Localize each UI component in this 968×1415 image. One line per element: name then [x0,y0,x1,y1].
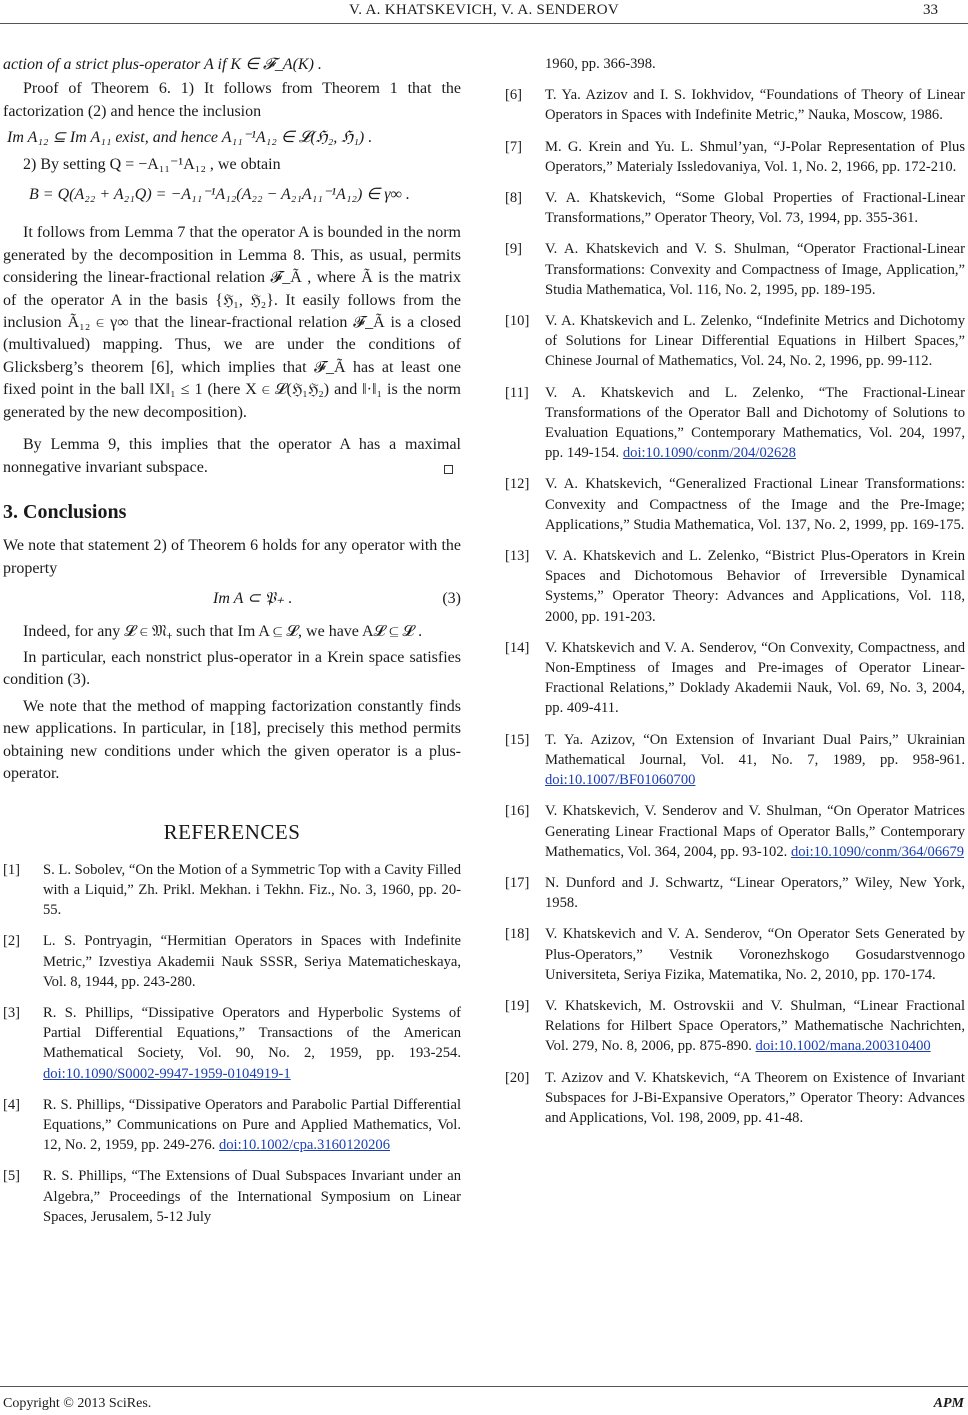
reference-item [3,1166,461,1227]
paragraph-theorem-end: action of a strict plus-operator A if K ∈ 𝓕_A(K) . [3,56,322,73]
reference-number: [16] [505,803,530,820]
reference-number: [12] [505,476,530,493]
reference-text: 1960, pp. 366-398. [545,56,656,72]
reference-number: [14] [505,639,530,656]
reference-text: S. L. Sobolev, “On the Motion of a Symmetric Top with a Cavity Filled with a Liquid,” Zh. Prikl. Mekhan. i Tekhn. Fiz., No. 3, 1960, pp. 20-55. [43,861,461,919]
running-title: V. A. KHATSKEVICH, V. A. SENDEROV [349,2,619,18]
reference-text: V. A. Khatskevich and L. Zelenko, “The Fractional-Linear Transformations of the Operator Ball and Dichotomy of Solutions to Evaluation Equations,” Contemporary Mathematics, Vol. 204, 1997, pp. 149-154. [545,384,965,462]
reference-text: T. Azizov and V. Khatskevich, “A Theorem on Existence of Invariant Subspaces for J-Bi-Expansive Operators,” Operator Theory: Advances and Applications, Vol. 198, 2009, pp. 41-48. [545,1069,965,1126]
reference-text: T. Ya. Azizov and I. S. Iokhvidov, “Foundations of Theory of Linear Operators in Spaces with Indefinite Metric,” Nauka, Moscow, 1986. [545,87,965,124]
reference-item [3,931,461,992]
reference-number: [9] [505,241,523,258]
reference-number: [19] [505,997,530,1014]
reference-text: R. S. Phillips, “Dissipative Operators and Parabolic Partial Differential Equations,” Communications on Pure and Applied Mathematics, Vol. 12, No. 2, 1959, pp. 249-276. [43,1096,461,1154]
reference-number: [1] [3,861,21,878]
equation-3 [3,588,461,610]
equation-number: (3) [442,590,461,608]
page-footer [0,1386,968,1415]
reference-item [505,996,965,1057]
reference-item [505,730,965,791]
qed-square-icon [444,465,453,474]
paragraph-method: We note that the method of mapping factorization constantly finds new applications. In particular, in [18], precisely this method permits obtaining new conditions under which the given operator is a plus-operator. [3,697,461,782]
reference-item [505,638,965,719]
doi-link[interactable]: doi:10.1002/cpa.3160120206 [218,1137,391,1154]
reference-text: L. S. Pontryagin, “Hermitian Operators in Spaces with Indefinite Metric,” Izvestiya Akademii Nauk SSSR, Seriya Matematicheskaya, Vol. 8, 1944, pp. 243-280. [43,933,461,990]
reference-number: [7] [505,138,523,155]
reference-text: V. A. Khatskevich and L. Zelenko, “Bistrict Plus-Operators in Krein Spaces and Dichotomous Behavior of Irreversible Dynamical Systems,” Operator Theory: Advances and Applications, Vol. 118, 2000, pp. 191-203. [545,548,965,625]
doi-link[interactable]: doi:10.1007/BF01060700 [545,772,696,789]
paragraph-proof: Proof of Theorem 6. 1) It follows from Theorem 1 that the factorization (2) and hence the inclusion [3,80,461,120]
references-heading: REFERENCES [163,820,301,845]
doi-link[interactable]: doi:10.1090/conm/364/06679 [790,843,965,860]
reference-item [505,239,965,300]
paragraph-lemma9-text: By Lemma 9, this implies that the operator A has a maximal nonnegative invariant subspace. [3,436,461,476]
paragraph-indeed: Indeed, for any 𝓛 ∈ 𝔐₊ such that Im A ⊆ 𝓛, we have A𝓛 ⊆ 𝓛 . [23,622,423,640]
reference-number: [8] [505,190,523,207]
reference-item [505,54,965,74]
reference-number: [3] [3,1005,21,1021]
right-column [505,54,965,1139]
reference-item [505,546,965,627]
reference-item [505,1068,965,1129]
left-column [3,54,461,1238]
paragraph-lemma7: It follows from Lemma 7 that the operator A is bounded in the norm generated by the decomposition in Lemma 8. This, as usual, permits considering the linear-fractional relation 𝓕_Ã , where Ã is the matrix of the operator A in the basis {ℌ̃₁, ℌ̃₂}. It easily follows from the inclusion Ã₁₂ ∈ γ∞ that the linear-fractional relation 𝓕_Ã is a closed (multivalued) mapping. Thus, we are under the conditions of Glicksberg’s theorem [6], which implies that 𝓕_Ã has at least one fixed point in the ball ‖X‖₁ ≤ 1 (here X ∈ 𝓛(ℌ̃₁ℌ̃₂) and ‖·‖₁ is the norm generated by the new decomposition). [3,224,461,421]
paragraph-statement: We note that statement 2) of Theorem 6 holds for any operator with the property [3,537,461,577]
reference-item [505,85,965,125]
reference-text: N. Dunford and J. Schwartz, “Linear Operators,” Wiley, New York, 1958. [545,874,965,912]
reference-item [3,860,461,921]
paragraph-setting: 2) By setting Q = −A₁₁⁻¹A₁₂ , we obtain [23,155,281,173]
reference-text: V. Khatskevich and V. A. Senderov, “On Convexity, Compactness, and Non-Emptiness of Images and Pre-images of Operator Linear-Fractional Relations,” Doklady Akademii Nauk, Vol. 69, No. 3, 2004, pp. 409-411. [545,639,965,717]
footer-rule [0,1386,968,1387]
reference-item [505,137,965,177]
reference-item [505,311,965,372]
reference-number: [20] [505,1069,530,1086]
reference-text: V. A. Khatskevich, “Generalized Fractional Linear Transformations: Convexity and Compactness of the Image and the Pre-Image; Applications,” Studia Mathematica, Vol. 137, No. 2, 1999, pp. 169-175. [545,476,965,533]
reference-number: [4] [3,1096,21,1113]
paragraph-particular: In particular, each nonstrict plus-operator in a Krein space satisfies condition (3). [3,648,461,689]
reference-text: V. Khatskevich, V. Senderov and V. Shulman, “On Operator Matrices Generating Linear Fractional Maps of Operator Balls,” Contemporary Mathematics, Vol. 364, 2004, pp. 93-102. [545,803,965,860]
copyright-notice: Copyright © 2013 SciRes. [3,1396,152,1411]
reference-item [505,383,965,464]
reference-text: M. G. Krein and Yu. L. Shmul’yan, “J-Polar Representation of Plus Operators,” Materialy Issledovaniya, Vol. 1, No. 2, 1966, pp. 172-210. [545,138,965,175]
reference-number: [13] [505,548,530,565]
equation-b: B = Q(A₂₂ + A₂₁Q) = −A₁₁⁻¹A₁₂(A₂₂ − A₂₁A₁₁⁻¹A₁₂) ∈ γ∞ . [29,186,410,204]
header-rule [0,23,968,24]
references-list-right [505,54,965,1128]
reference-number: [10] [505,313,530,330]
reference-text: V. A. Khatskevich and L. Zelenko, “Indefinite Metrics and Dichotomy of Solutions for Linear Differential Equations in Hilbert Spaces,” Chinese Journal of Mathematics, Vol. 24, No. 2, 1996, pp. 99-112. [545,313,965,370]
reference-item [505,801,965,862]
doi-link[interactable]: doi:10.1090/S0002-9947-1959-0104919-1 [43,1065,291,1082]
journal-abbreviation: APM [933,1396,964,1411]
reference-item [505,924,965,985]
reference-text: V. Khatskevich and V. A. Senderov, “On Operator Sets Generated by Plus-Operators,” Vestnik Voronezhskogo Gosudarstvennogo Universiteta, Seriya Fizika, Matematika, No. 2, 2010, pp. 170-174. [545,926,965,983]
reference-number: [2] [3,933,21,950]
reference-text: V. Khatskevich, M. Ostrovskii and V. Shulman, “Linear Fractional Relations for Hilbert Space Operators,” Mathematische Nachrichten, Vol. 279, No. 8, 2006, pp. 875-890. [545,997,965,1055]
reference-number: [17] [505,874,530,891]
reference-text: R. S. Phillips, “Dissipative Operators and Hyperbolic Systems of Partial Differential Equations,” Transactions of the American Mathematical Society, Vol. 90, No. 2, 1959, pp. 193-254. [43,1005,461,1062]
reference-item [505,474,965,535]
reference-number: [18] [505,926,530,943]
reference-text: R. S. Phillips, “The Extensions of Dual Subspaces Invariant under an Algebra,” Proceedings of the International Symposium on Linear Spaces, Jerusalem, 5-12 July [43,1168,461,1225]
reference-text: T. Ya. Azizov, “On Extension of Invariant Dual Pairs,” Ukrainian Mathematical Journal, Vol. 41, No. 7, 1989, pp. 958-961. [545,731,965,768]
paragraph-lemma9 [3,434,461,479]
reference-item [505,188,965,228]
doi-link[interactable]: doi:10.1090/conm/204/02628 [622,445,796,462]
reference-number: [15] [505,731,530,748]
reference-text: V. A. Khatskevich and V. S. Shulman, “Operator Fractional-Linear Transformations: Convexity and Compactness of Image, Application,” Studia Mathematica, Vol. 116, No. 2, 1995, pp. 189-195. [545,241,965,298]
reference-number: [11] [505,384,529,401]
reference-text: V. A. Khatskevich, “Some Global Properties of Fractional-Linear Transformations,” Operator Theory, Vol. 73, 1994, pp. 355-361. [545,190,965,227]
reference-item [505,873,965,913]
section-heading-conclusions: 3. Conclusions [3,500,127,523]
reference-item [3,1095,461,1156]
equation-3-body: Im A ⊂ 𝔓₊ . [213,590,293,608]
page-header [0,0,968,34]
paragraph-proof-math: Im A₁₂ ⊆ Im A₁₁ exist, and hence A₁₁⁻¹A₁₂ ∈ 𝓛(ℌ₂, ℌ₁) . [7,129,373,147]
doi-link[interactable]: doi:10.1002/mana.200310400 [755,1038,931,1055]
page-number: 33 [923,2,938,18]
reference-number: [6] [505,87,523,104]
references-list-left [3,860,461,1227]
reference-number: [5] [3,1168,21,1185]
reference-item [3,1003,461,1084]
